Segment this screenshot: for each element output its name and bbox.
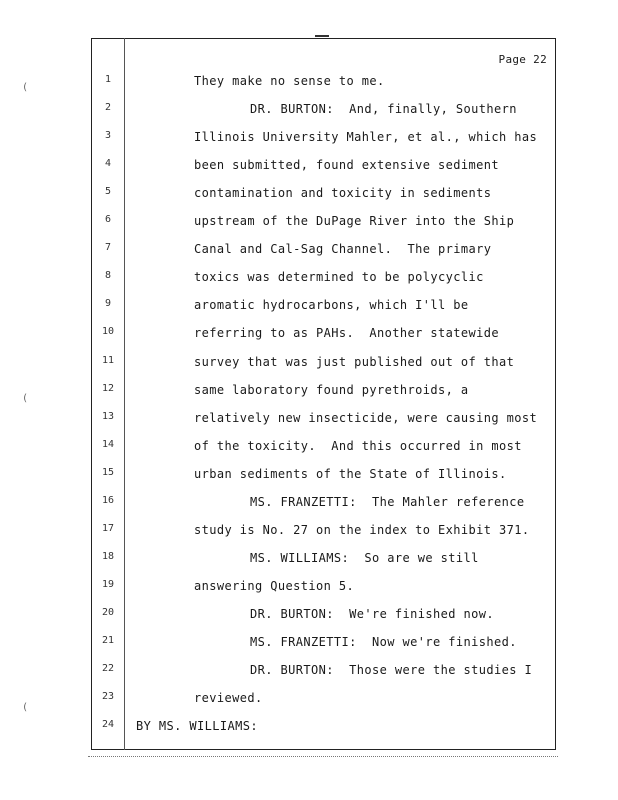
line-number: 9 (104, 298, 112, 310)
bottom-rule (88, 756, 558, 757)
line-text: DR. BURTON: We're finished now. (250, 606, 494, 621)
line-number: 19 (101, 578, 115, 590)
line-number: 7 (104, 242, 112, 254)
line-text: urban sediments of the State of Illinois. (194, 466, 507, 481)
line-text: Illinois University Mahler, et al., which has (194, 130, 538, 145)
line-text: referring to as PAHs. Another statewide (194, 326, 499, 341)
transcript-line (92, 186, 557, 206)
transcript-line (92, 298, 557, 318)
line-number: 11 (101, 354, 115, 366)
line-number: 12 (101, 382, 115, 394)
line-text: same laboratory found pyrethroids, a (194, 382, 469, 397)
transcript-line (92, 495, 557, 515)
line-text: reviewed. (194, 691, 263, 706)
page-number: Page 22 (498, 53, 547, 66)
transcript-line (92, 607, 557, 627)
transcript-line (92, 439, 557, 459)
transcript-line (92, 355, 557, 375)
line-number: 22 (101, 663, 115, 675)
transcript-line (92, 523, 557, 543)
transcript-page-frame (91, 38, 556, 750)
line-text: survey that was just published out of that (194, 354, 515, 369)
transcript-line (92, 411, 557, 431)
transcript-line (92, 691, 557, 711)
transcript-line (92, 102, 557, 122)
line-number: 21 (101, 635, 115, 646)
line-text: They make no sense to me. (194, 74, 385, 88)
line-text: DR. BURTON: And, finally, Southern (250, 102, 517, 117)
line-number: 23 (101, 691, 115, 703)
line-text: MS. FRANZETTI: Now we're finished. (250, 635, 517, 649)
scan-artifact-top (315, 35, 329, 37)
transcript-line (92, 270, 557, 290)
transcript-line (92, 383, 557, 403)
transcript-line (92, 74, 557, 94)
transcript-line (92, 635, 557, 655)
line-text: MS. FRANZETTI: The Mahler reference (250, 494, 525, 509)
line-number: 2 (104, 102, 112, 114)
transcript-line (92, 158, 557, 178)
line-text: answering Question 5. (194, 578, 355, 593)
line-number: 6 (104, 214, 112, 226)
line-text: DR. BURTON: Those were the studies I (250, 663, 533, 678)
transcript-line (92, 242, 557, 262)
line-text: upstream of the DuPage River into the Ship (194, 214, 515, 229)
line-text: been submitted, found extensive sediment (194, 158, 499, 173)
line-number: 8 (104, 270, 112, 282)
line-text: study is No. 27 on the index to Exhibit 371. (194, 522, 530, 537)
transcript-line (92, 130, 557, 150)
scan-speck: ( (22, 393, 29, 404)
line-number: 4 (104, 158, 112, 170)
line-text: toxics was determined to be polycyclic (194, 270, 484, 285)
line-number: 15 (101, 466, 115, 478)
line-number: 20 (101, 606, 115, 618)
transcript-line (92, 663, 557, 683)
line-text: aromatic hydrocarbons, which I'll be (194, 298, 469, 313)
line-number: 24 (101, 719, 115, 731)
scan-speck: ( (22, 702, 29, 713)
line-text: contamination and toxicity in sediments (194, 186, 492, 201)
line-number: 18 (101, 550, 115, 562)
line-number-margin-rule (124, 38, 125, 750)
scan-speck: ( (22, 82, 29, 93)
line-number: 16 (101, 494, 115, 506)
line-number: 10 (101, 326, 115, 338)
line-text: BY MS. WILLIAMS: (136, 719, 258, 734)
line-text: relatively new insecticide, were causing most (194, 410, 538, 425)
transcript-line (92, 214, 557, 234)
transcript-line (92, 467, 557, 487)
transcript-line (92, 326, 557, 346)
line-number: 14 (101, 438, 115, 450)
transcript-line (92, 551, 557, 571)
line-number: 17 (101, 522, 115, 534)
line-number: 1 (104, 74, 112, 85)
transcript-line (92, 719, 557, 739)
line-text: of the toxicity. And this occurred in most (194, 438, 522, 453)
line-number: 3 (104, 130, 112, 142)
line-number: 13 (101, 410, 115, 422)
line-text: MS. WILLIAMS: So are we still (250, 550, 479, 565)
transcript-line (92, 579, 557, 599)
line-number: 5 (104, 186, 112, 198)
line-text: Canal and Cal-Sag Channel. The primary (194, 242, 492, 257)
